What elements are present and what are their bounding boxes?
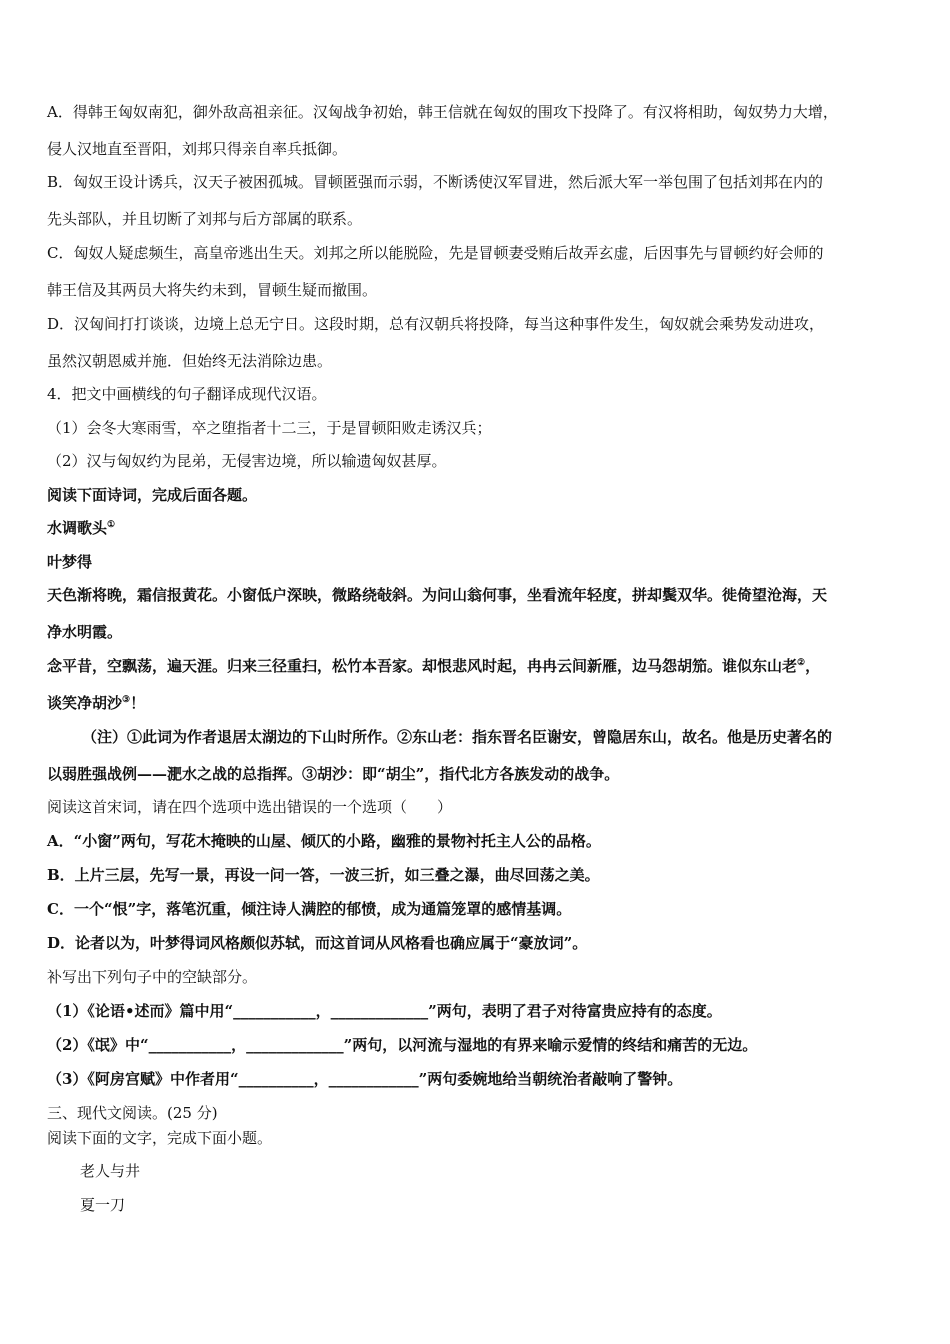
poem-author: 叶梦得 [47, 553, 93, 571]
question-4: 4．把文中画横线的句子翻译成现代汉语。 [47, 385, 327, 403]
poem-option-d: D．论者以为，叶梦得词风格颇似苏轼，而这首词从风格看也确应属于“豪放词”。 [47, 934, 588, 952]
poem-stanza-1-line-2: 净水明霞。 [47, 623, 123, 641]
article-title: 老人与井 [80, 1162, 141, 1180]
option-a-line-2: 侵人汉地直至晋阳，刘邦只得亲自率兵抵御。 [47, 140, 348, 158]
poem-option-b: B．上片三层，先写一景，再设一问一答，一波三折，如三叠之瀑，曲尽回荡之美。 [47, 866, 600, 884]
poem-instruction: 阅读下面诗词，完成后面各题。 [47, 486, 258, 504]
fill-in-2: （2）《氓》中“___________，_____________”两句，以河流与湿地的有界来喻示爱情的终结和痛苦的无边。 [47, 1036, 758, 1054]
option-b-line-2: 先头部队，并且切断了刘邦与后方部属的联系。 [47, 210, 363, 228]
fill-in-3: （3）《阿房宫赋》中作者用“__________，____________”两句委婉地给当朝统治者敲响了警钟。 [47, 1070, 683, 1088]
question-4-part-1: （1）会冬大寒雨雪，卒之堕指者十二三，于是冒顿阳败走诱汉兵； [47, 419, 492, 437]
poem-title: 水调歌头① [47, 519, 116, 537]
option-b-line-1: B．匈奴王设计诱兵，汉天子被困孤城。冒顿匿强而示弱，不断诱使汉军冒进，然后派大军一举包围了包括刘邦在内的 [47, 173, 824, 191]
poem-stanza-2-line-1: 念平昔，空飘荡，遍天涯。归来三径重扫，松竹本吾家。却恨悲风时起，冉冉云间新雁，边马怨胡笳。谁似东山老②， [47, 657, 821, 675]
option-c-line-2: 韩王信及其两员大将失约未到，冒顿生疑而撤围。 [47, 281, 378, 299]
section-3-heading: 三、现代文阅读。(25 分) [47, 1104, 218, 1122]
question-4-part-2: （2）汉与匈奴约为昆弟，无侵害边境，所以输遗匈奴甚厚。 [47, 452, 447, 470]
poem-stanza-1-line-1: 天色渐将晚，霜信报黄花。小窗低户深映，微路绕敧斜。为问山翁何事，坐看流年轻度，拼却鬓双华。徙倚望沧海，天 [47, 586, 828, 604]
option-d-line-2: 虽然汉朝恩威并施．但始终无法消除边患。 [47, 352, 333, 370]
poem-notes-line-1: （注）①此词为作者退居太湖边的下山时所作。②东山老：指东晋名臣谢安，曾隐居东山，故名。他是历史著名的 [82, 728, 833, 746]
fill-in-1: （1）《论语•述而》篇中用“___________，_____________”两句，表明了君子对待富贵应持有的态度。 [47, 1002, 722, 1020]
option-d-line-1: D．汉匈间打打谈谈，边境上总无宁日。这段时期，总有汉朝兵将投降，每当这种事件发生，匈奴就会乘势发动进攻， [47, 315, 825, 333]
fill-in-instruction: 补写出下列句子中的空缺部分。 [47, 968, 258, 986]
article-author: 夏一刀 [80, 1196, 126, 1214]
reading-instruction: 阅读下面的文字，完成下面小题。 [47, 1129, 273, 1147]
poem-question: 阅读这首宋词，请在四个选项中选出错误的一个选项（ ） [47, 798, 453, 816]
option-c-line-1: C．匈奴人疑虑频生，高皇帝逃出生天。刘邦之所以能脱险，先是冒顿妻受贿后故弄玄虚，后因事先与冒顿约好会师的 [47, 244, 824, 262]
poem-option-c: C．一个“恨”字，落笔沉重，倾注诗人满腔的郁愤，成为通篇笼罩的感情基调。 [47, 900, 572, 918]
poem-option-a: A．“小窗”两句，写花木掩映的山屋、倾仄的小路，幽雅的景物衬托主人公的品格。 [47, 832, 601, 850]
option-a-line-1: A．得韩王匈奴南犯，御外敌高祖亲征。汉匈战争初始，韩王信就在匈奴的围攻下投降了。有汉将相助，匈奴势力大增， [47, 103, 838, 121]
poem-notes-line-2: 以弱胜强战例——淝水之战的总指挥。③胡沙：即“胡尘”，指代北方各族发动的战争。 [47, 765, 620, 783]
poem-stanza-2-line-2: 谈笑净胡沙③！ [47, 694, 146, 712]
